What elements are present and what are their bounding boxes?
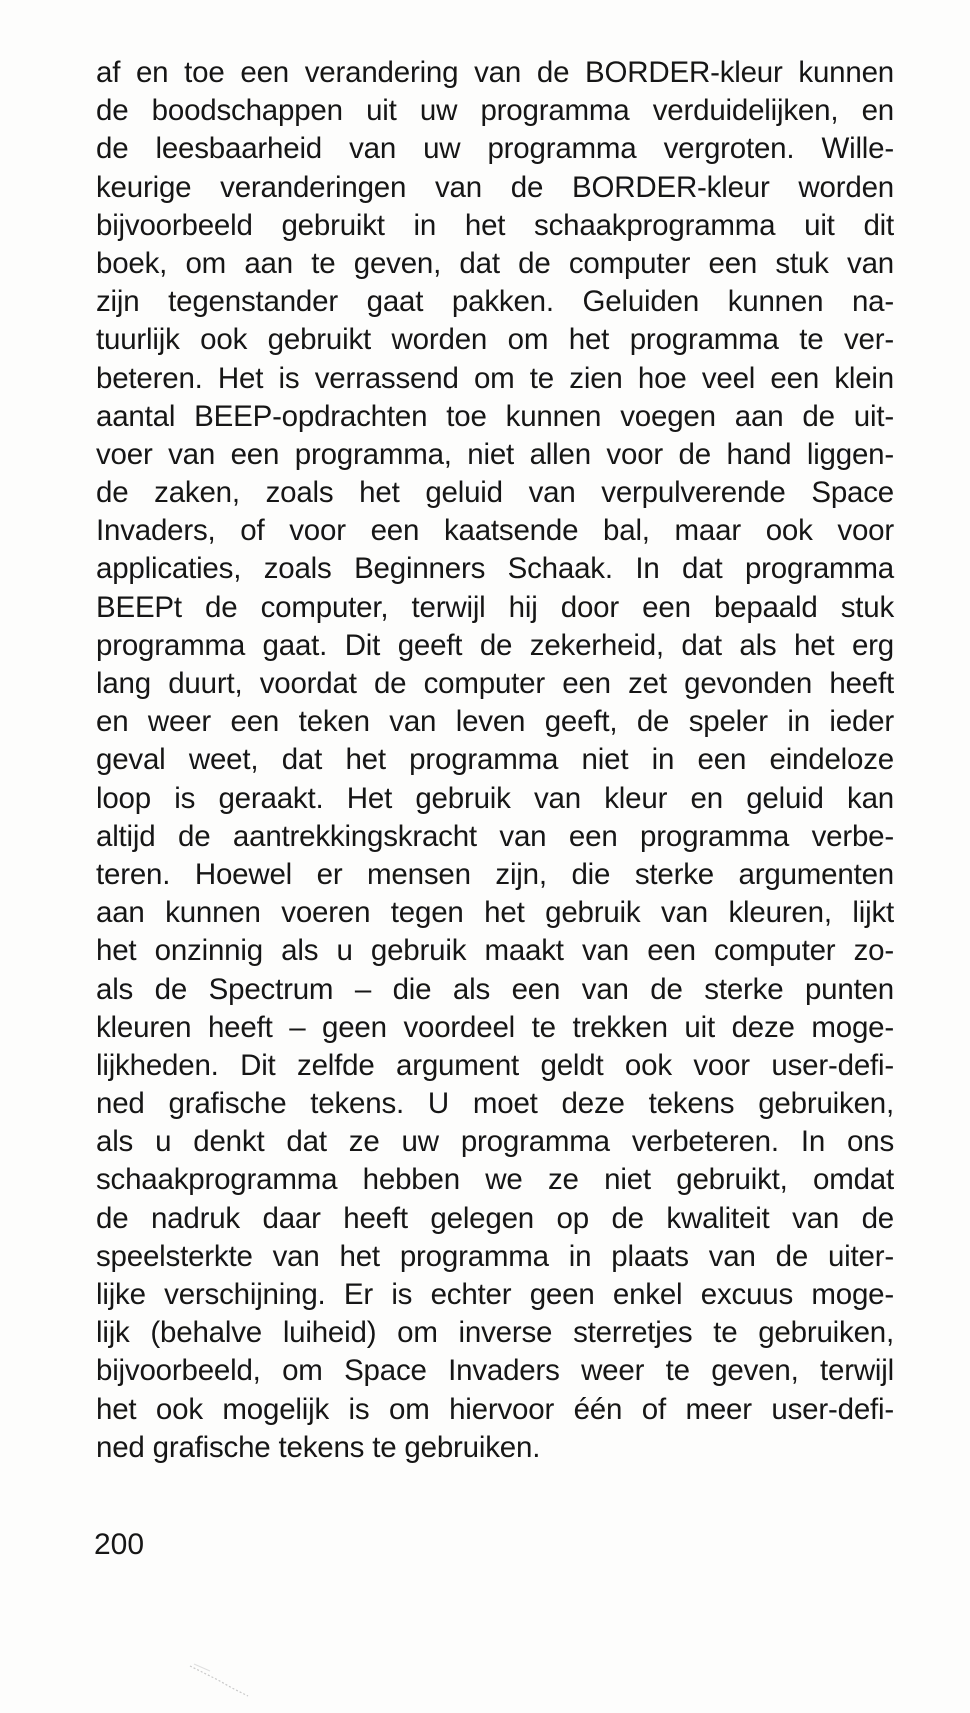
text-line: als u denkt dat ze uw programma verbeteren. In ons	[96, 1125, 894, 1159]
text-line: bijvoorbeeld, om Space Invaders weer te geven, terwijl	[96, 1354, 894, 1388]
text-line: boek, om aan te geven, dat de computer een stuk van	[96, 246, 894, 280]
text-line: kleuren heeft – geen voordeel te trekken uit deze moge-	[96, 1010, 894, 1044]
text-line: lijk (behalve luiheid) om inverse sterretjes te gebruiken,	[96, 1316, 894, 1350]
text-line: tuurlijk ook gebruikt worden om het programma te ver-	[96, 323, 894, 357]
text-line: als de Spectrum – die als een van de sterke punten	[96, 972, 894, 1006]
text-line: de leesbaarheid van uw programma vergroten. Wille-	[96, 132, 894, 166]
text-line: bijvoorbeeld gebruikt in het schaakprogramma uit dit	[96, 208, 894, 242]
text-line: ned grafische tekens te gebruiken.	[96, 1430, 541, 1464]
text-line: programma gaat. Dit geeft de zekerheid, dat als het erg	[96, 628, 894, 662]
text-line: BEEPt de computer, terwijl hij door een bepaald stuk	[96, 590, 894, 624]
text-line: teren. Hoewel er mensen zijn, die sterke argumenten	[96, 857, 894, 891]
text-line: aantal BEEP-opdrachten toe kunnen voegen aan de uit-	[96, 399, 894, 433]
text-line: en weer een teken van leven geeft, de speler in ieder	[96, 705, 894, 739]
text-line: de zaken, zoals het geluid van verpulverende Space	[96, 476, 894, 510]
body-text	[96, 54, 894, 1467]
text-line: af en toe een verandering van de BORDER-kleur kunnen	[96, 56, 894, 89]
scan-smudge	[188, 1660, 258, 1700]
text-line: de boodschappen uit uw programma verduidelijken, en	[96, 94, 894, 128]
text-line: lijkheden. Dit zelfde argument geldt ook voor user-defi-	[96, 1048, 894, 1082]
text-line: beteren. Het is verrassend om te zien hoe veel een klein	[96, 361, 894, 395]
text-line: schaakprogramma hebben we ze niet gebruikt, omdat	[96, 1163, 894, 1197]
text-line: keurige veranderingen van de BORDER-kleur worden	[96, 170, 894, 204]
text-line: zijn tegenstander gaat pakken. Geluiden kunnen na-	[96, 285, 894, 319]
text-line: de nadruk daar heeft gelegen op de kwaliteit van de	[96, 1201, 894, 1235]
text-line: geval weet, dat het programma niet in een eindeloze	[96, 743, 894, 777]
page-number: 200	[94, 1528, 145, 1561]
text-line: ned grafische tekens. U moet deze tekens gebruiken,	[96, 1087, 894, 1121]
text-line: loop is geraakt. Het gebruik van kleur en geluid kan	[96, 781, 894, 815]
text-line: speelsterkte van het programma in plaats van de uiter-	[96, 1239, 894, 1273]
text-line: altijd de aantrekkingskracht van een programma verbe-	[96, 819, 894, 853]
text-line: applicaties, zoals Beginners Schaak. In dat programma	[96, 552, 894, 586]
text-line: voer van een programma, niet allen voor de hand liggen-	[96, 437, 894, 471]
text-line: lijke verschijning. Er is echter geen enkel excuus moge-	[96, 1278, 894, 1311]
text-line: aan kunnen voeren tegen het gebruik van kleuren, lijkt	[96, 896, 894, 930]
text-line: het ook mogelijk is om hiervoor één of meer user-defi-	[96, 1392, 894, 1426]
text-line: Invaders, of voor een kaatsende bal, maar ook voor	[96, 514, 894, 548]
text-line: het onzinnig als u gebruik maakt van een computer zo-	[96, 934, 894, 968]
text-line: lang duurt, voordat de computer een zet gevonden heeft	[96, 667, 894, 700]
